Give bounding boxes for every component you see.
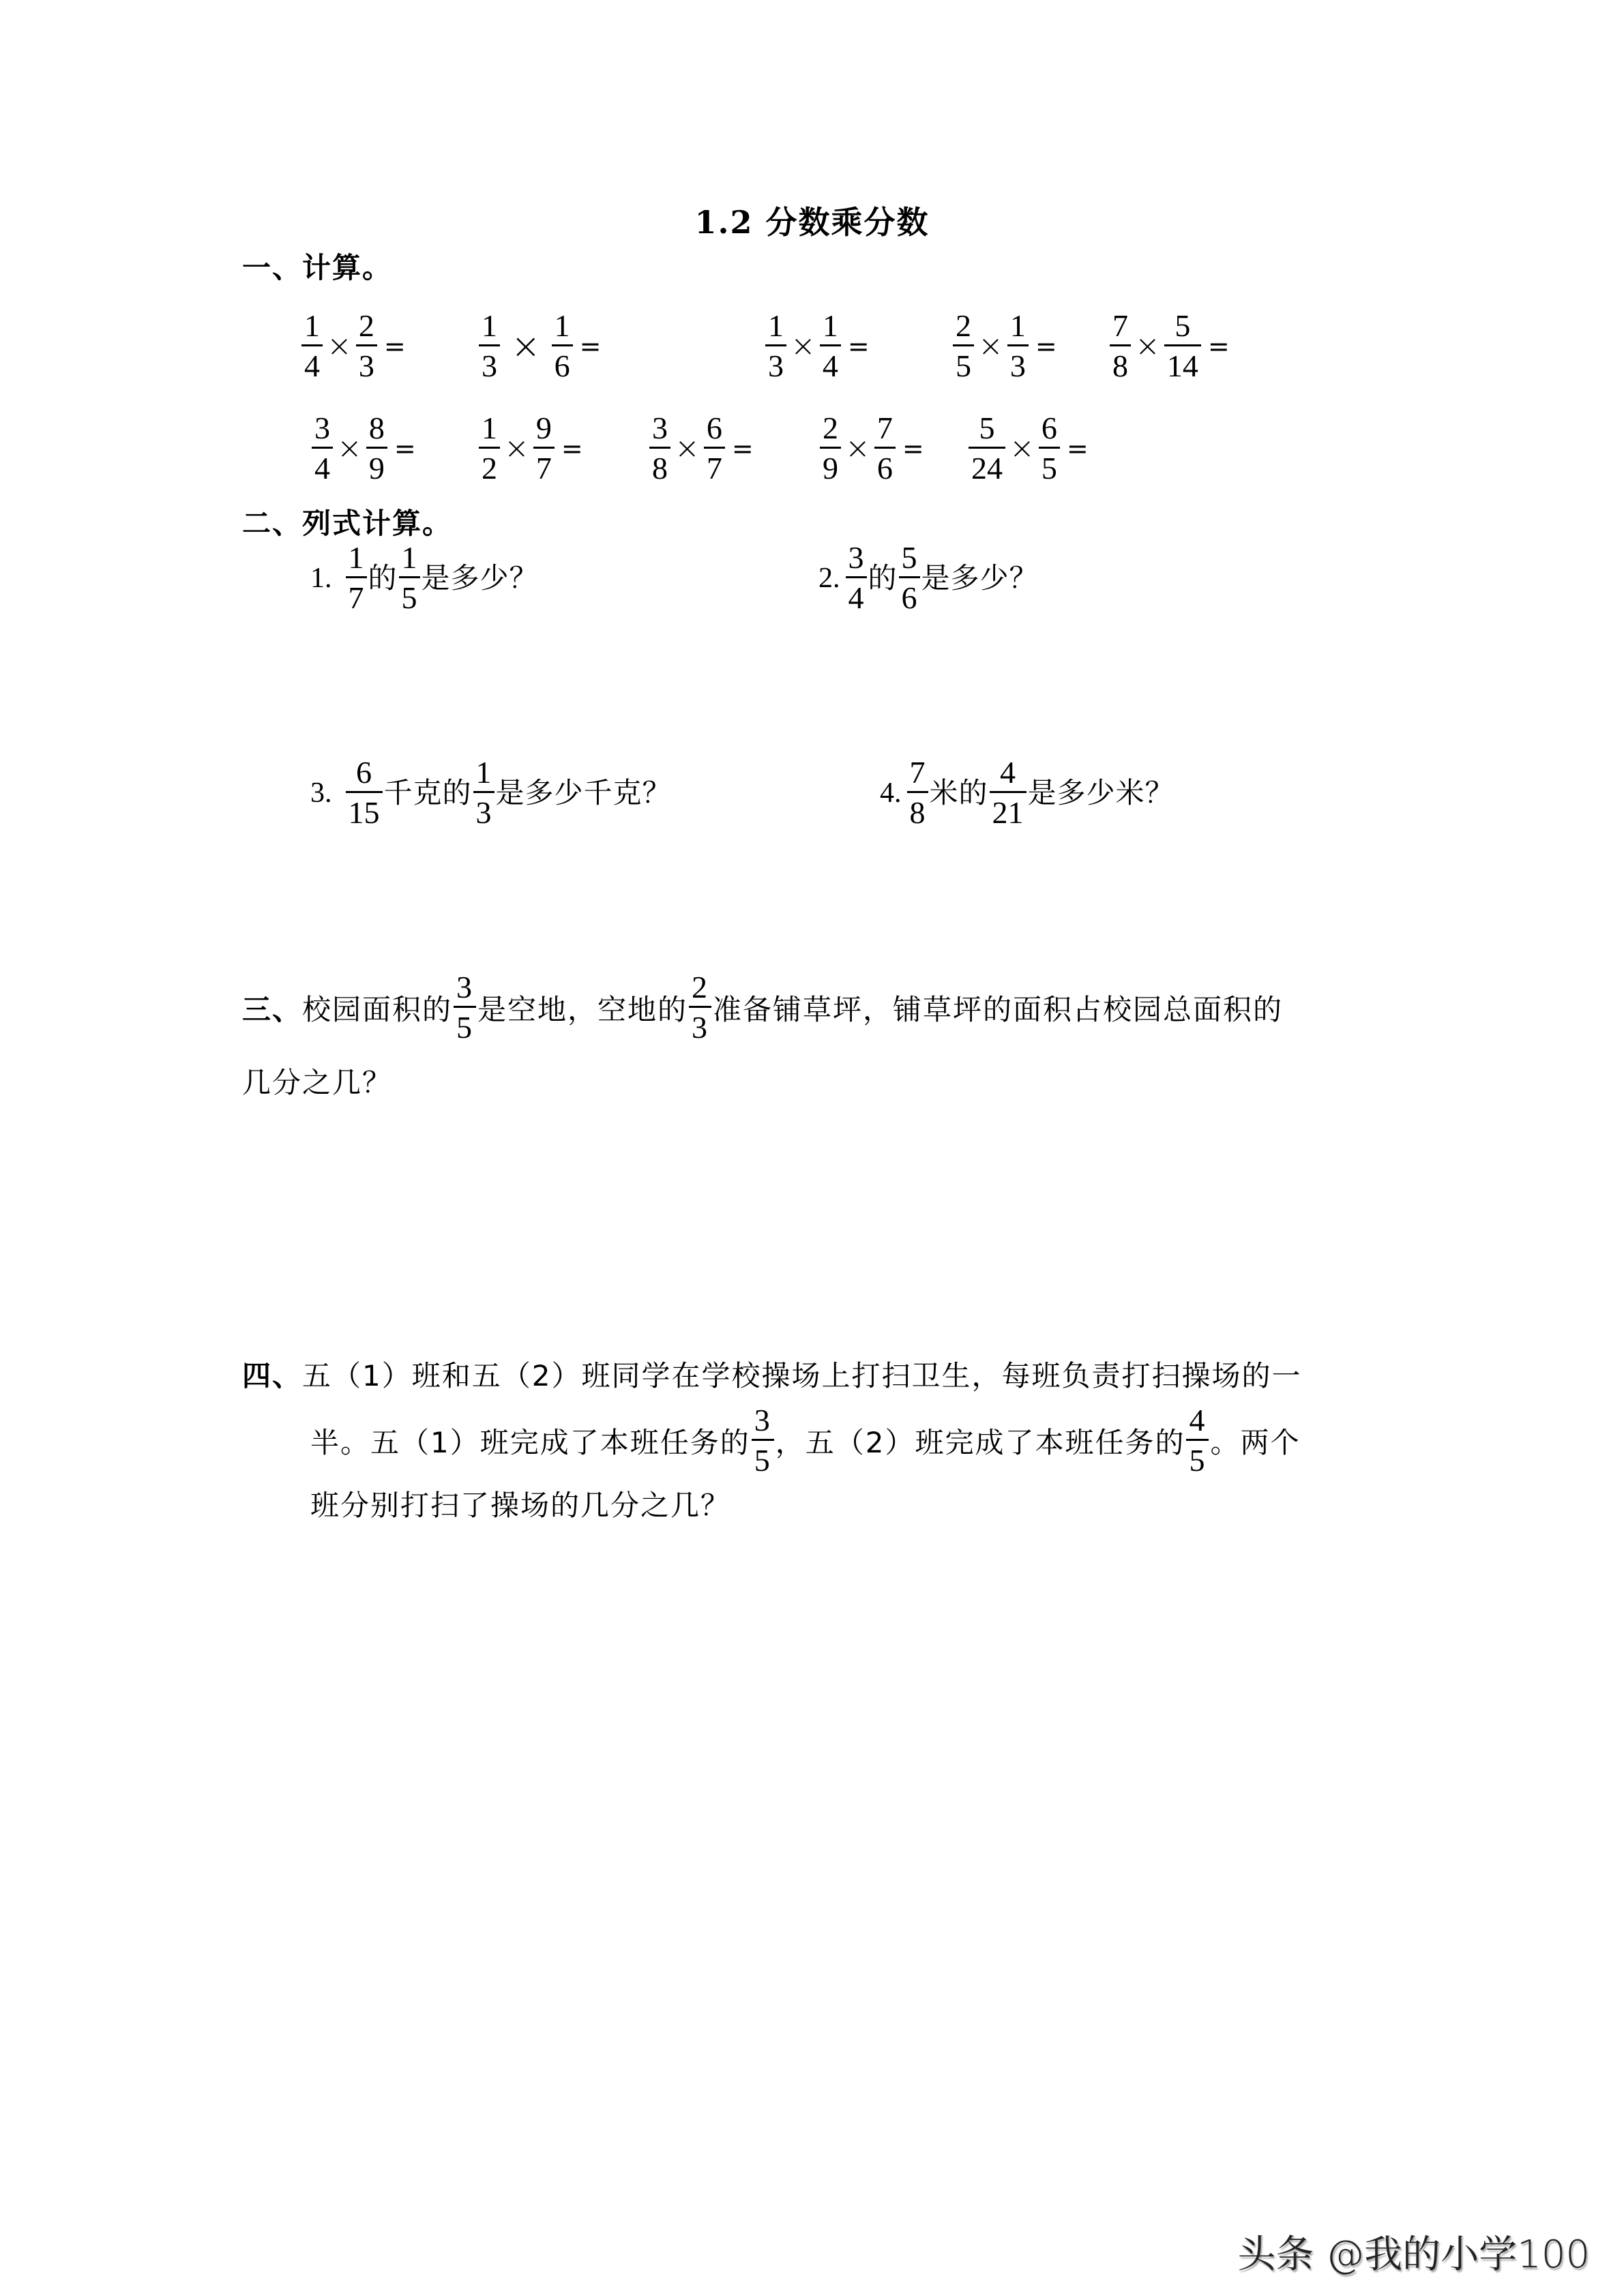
- calc-expression: [967, 413, 1089, 484]
- fraction: $\frac{8}{9}$: [366, 413, 387, 484]
- fraction: $\frac{5}{14}$: [1164, 310, 1201, 382]
- fraction: $\frac{1}{5}$: [399, 542, 420, 614]
- section-four-problem-line3: 班分别打扫了操场的几分之几？: [310, 1489, 731, 1522]
- question-number: 4.: [880, 777, 902, 809]
- section-one-heading: 一、计算。: [242, 251, 393, 284]
- fraction: $\frac{1}{3}$: [1007, 310, 1029, 382]
- section-three-problem: 三、 校园面积的 $\frac{3}{5}$ 是空地，空地的 $\frac{2}{3}$ 准备铺草坪，铺草坪的面积占校园总面积的: [242, 970, 1284, 1045]
- calc-expression: [310, 413, 416, 484]
- fraction: $\frac{2}{5}$: [953, 310, 974, 382]
- fraction: $\frac{5}{6}$: [899, 542, 920, 614]
- multiply-sign: ×: [337, 430, 362, 466]
- fraction: $\frac{1}{6}$: [552, 310, 573, 382]
- fraction: $\frac{4}{5}$: [1186, 1405, 1209, 1476]
- question-number: 3.: [310, 777, 332, 809]
- section-four-label: 四、: [242, 1359, 303, 1392]
- multiply-sign: ×: [1009, 430, 1035, 466]
- word-question-4: 4. $\frac{7}{8}$ 米的 $\frac{4}{21}$ 是多少米？: [880, 755, 1175, 830]
- watermark-text: 头条 @我的小学100: [1237, 2233, 1590, 2277]
- multiply-sign: ×: [1135, 328, 1160, 363]
- equals-sign: =: [1035, 331, 1057, 361]
- fraction: $\frac{3}{4}$: [312, 413, 333, 484]
- fraction: $\frac{6}{7}$: [704, 413, 725, 484]
- fraction: $\frac{7}{8}$: [1110, 310, 1131, 382]
- fraction: $\frac{1}{4}$: [301, 310, 323, 382]
- fraction: $\frac{3}{8}$: [649, 413, 670, 484]
- fraction: $\frac{6}{5}$: [1039, 413, 1060, 484]
- multiply-sign: ×: [327, 328, 352, 363]
- question-number: 2.: [818, 562, 840, 594]
- multiply-sign: ×: [791, 328, 816, 363]
- fraction: $\frac{6}{15}$: [346, 757, 383, 829]
- equals-sign: =: [579, 331, 602, 361]
- calc-expression: [764, 310, 870, 382]
- fraction: $\frac{3}{4}$: [846, 542, 867, 614]
- equals-sign: =: [1207, 331, 1230, 361]
- fraction: $\frac{9}{7}$: [533, 413, 555, 484]
- calc-expression: [951, 310, 1057, 382]
- equals-sign: =: [561, 433, 583, 464]
- multiply-sign: ×: [978, 328, 1003, 363]
- calc-expression: [1108, 310, 1230, 382]
- page-title: 1.2 分数乘分数: [694, 204, 930, 241]
- fraction: $\frac{1}{2}$: [479, 413, 500, 484]
- fraction: $\frac{4}{21}$: [990, 757, 1027, 829]
- section-two-heading: 二、列式计算。: [242, 507, 453, 540]
- fraction: $\frac{1}{3}$: [479, 310, 500, 382]
- fraction: $\frac{3}{5}$: [454, 972, 476, 1043]
- fraction: $\frac{2}{9}$: [820, 413, 841, 484]
- fraction: $\frac{1}{7}$: [346, 542, 367, 614]
- word-question-1: 1. $\frac{1}{7}$ 的 $\frac{1}{5}$ 是多少？: [310, 540, 539, 615]
- word-question-2: 2. $\frac{3}{4}$ 的 $\frac{5}{6}$ 是多少？: [818, 540, 1039, 615]
- equals-sign: =: [383, 331, 406, 361]
- fraction: $\frac{2}{3}$: [689, 972, 711, 1043]
- fraction: $\frac{1}{4}$: [820, 310, 841, 382]
- calc-expression: [300, 310, 406, 382]
- word-question-3: 3. $\frac{6}{15}$ 千克的 $\frac{1}{3}$ 是多少千克？: [310, 755, 672, 830]
- equals-sign: =: [731, 433, 754, 464]
- calc-expression: [477, 413, 583, 484]
- question-number: 1.: [310, 562, 332, 594]
- multiply-sign: ×: [845, 430, 870, 466]
- equals-sign: =: [847, 331, 870, 361]
- fraction: $\frac{1}{3}$: [473, 757, 494, 829]
- equals-sign: =: [902, 433, 924, 464]
- fraction: $\frac{2}{3}$: [356, 310, 377, 382]
- fraction: $\frac{1}{3}$: [765, 310, 786, 382]
- equals-sign: =: [1066, 433, 1089, 464]
- multiply-sign: ×: [675, 430, 700, 466]
- fraction: $\frac{5}{24}$: [969, 413, 1005, 484]
- equals-sign: =: [394, 433, 416, 464]
- multiply-sign: ×: [504, 430, 529, 466]
- section-three-problem-line2: 几分之几？: [242, 1066, 393, 1099]
- section-four-problem-line2: 半。五（1）班完成了本班任务的 $\frac{3}{5}$ ，五（2）班完成了本班任务的 $\frac{4}{5}$ 。两个: [310, 1403, 1301, 1478]
- multiply-sign: ×: [511, 325, 541, 367]
- fraction: $\frac{3}{5}$: [752, 1405, 774, 1476]
- fraction: $\frac{7}{6}$: [874, 413, 896, 484]
- calc-expression: [818, 413, 924, 484]
- calc-expression: [477, 310, 601, 382]
- fraction: $\frac{7}{8}$: [907, 757, 928, 829]
- section-four-problem-line1: 四、 五（1）班和五（2）班同学在学校操场上打扫卫生，每班负责打扫操场的一: [242, 1354, 1301, 1395]
- calc-expression: [648, 413, 754, 484]
- section-three-label: 三、: [242, 992, 303, 1026]
